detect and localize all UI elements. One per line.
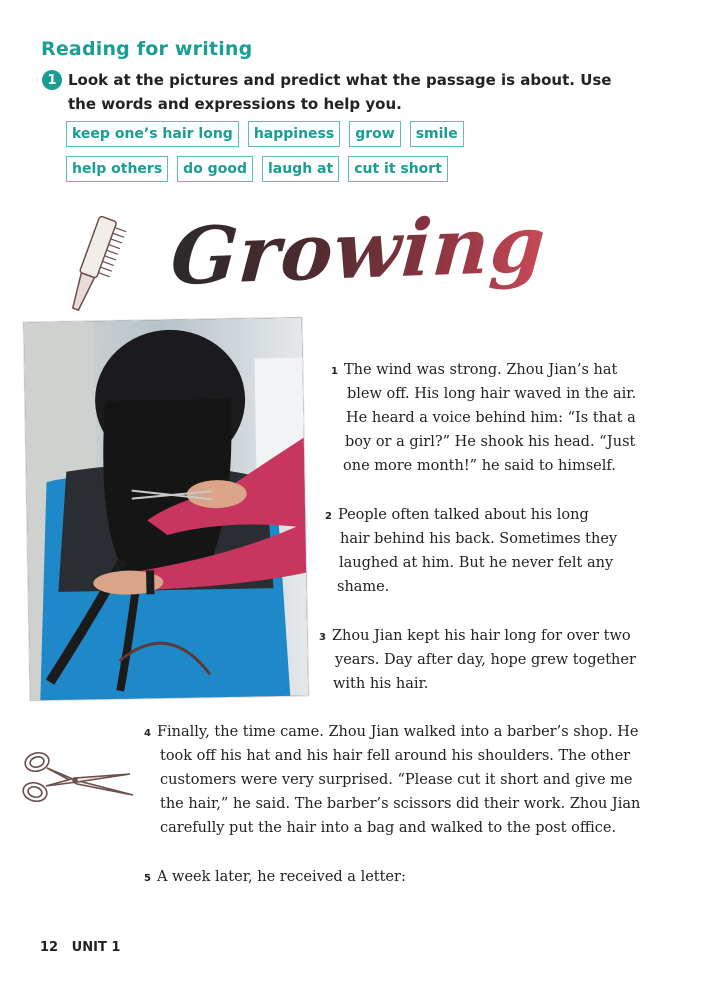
- paragraph-line: blew off. His long hair waved in the air.: [347, 386, 637, 402]
- page-footer: [40, 940, 120, 955]
- story-paragraph-5: [144, 865, 664, 889]
- scissors-icon: [15, 740, 140, 815]
- paragraph-line: $^2$ People often talked about his long: [325, 507, 589, 523]
- word-chip: grow: [349, 121, 400, 147]
- word-chip: happiness: [248, 121, 340, 147]
- story-paragraph-1: [331, 358, 661, 478]
- story-title: Growing: [168, 198, 549, 303]
- story-paragraph-3: [319, 624, 659, 696]
- paragraph-number: 3: [319, 632, 326, 643]
- paragraph-line: laughed at him. But he never felt any: [339, 555, 614, 571]
- section-title: Reading for writing: [41, 38, 253, 60]
- unit-label: UNIT 1: [71, 940, 121, 955]
- word-chip: smile: [410, 121, 464, 147]
- paragraph-line: $^3$ Zhou Jian kept his hair long for over two: [319, 628, 631, 644]
- word-bank-row-2: [66, 156, 486, 182]
- paragraph-line: $^1$ The wind was strong. Zhou Jian’s hat: [331, 362, 618, 378]
- task-instruction: Look at the pictures and predict what the passage is about. Use the words and expressions to help you.: [68, 71, 612, 113]
- word-chip: cut it short: [348, 156, 448, 182]
- comb-icon: [55, 212, 130, 317]
- word-chip: do good: [177, 156, 253, 182]
- paragraph-number: 2: [325, 511, 332, 522]
- paragraph-line: He heard a voice behind him: “Is that a: [346, 410, 636, 426]
- paragraph-line: hair behind his back. Sometimes they: [340, 531, 618, 547]
- word-chip: keep one’s hair long: [66, 121, 239, 147]
- paragraph-line: $^5$ A week later, he received a letter:: [144, 869, 406, 885]
- task-number-badge: 1: [42, 70, 62, 90]
- paragraph-line: took off his hat and his hair fell around his shoulders. The other: [160, 748, 631, 764]
- haircut-photo: [24, 318, 309, 701]
- paragraph-line: boy or a girl?” He shook his head. “Just: [345, 434, 636, 450]
- paragraph-line: $^4$ Finally, the time came. Zhou Jian walked into a barber’s shop. He: [144, 724, 639, 740]
- story-paragraph-4: [144, 720, 664, 840]
- paragraph-number: 4: [144, 728, 151, 739]
- paragraph-line: shame.: [337, 579, 390, 595]
- word-chip: laugh at: [262, 156, 339, 182]
- paragraph-line: customers were very surprised. “Please cut it short and give me: [160, 772, 633, 788]
- paragraph-line: carefully put the hair into a bag and walked to the post office.: [160, 820, 617, 836]
- paragraph-line: the hair,” he said. The barber’s scissors did their work. Zhou Jian: [160, 796, 641, 812]
- word-bank-row-1: [66, 121, 486, 147]
- paragraph-number: 5: [144, 873, 151, 884]
- story-paragraph-2: [325, 503, 655, 599]
- paragraph-number: 1: [331, 366, 338, 377]
- paragraph-line: one more month!” he said to himself.: [343, 458, 616, 474]
- page-number: 12: [40, 940, 59, 955]
- paragraph-line: years. Day after day, hope grew together: [335, 652, 636, 668]
- word-chip: help others: [66, 156, 168, 182]
- paragraph-line: with his hair.: [333, 676, 429, 692]
